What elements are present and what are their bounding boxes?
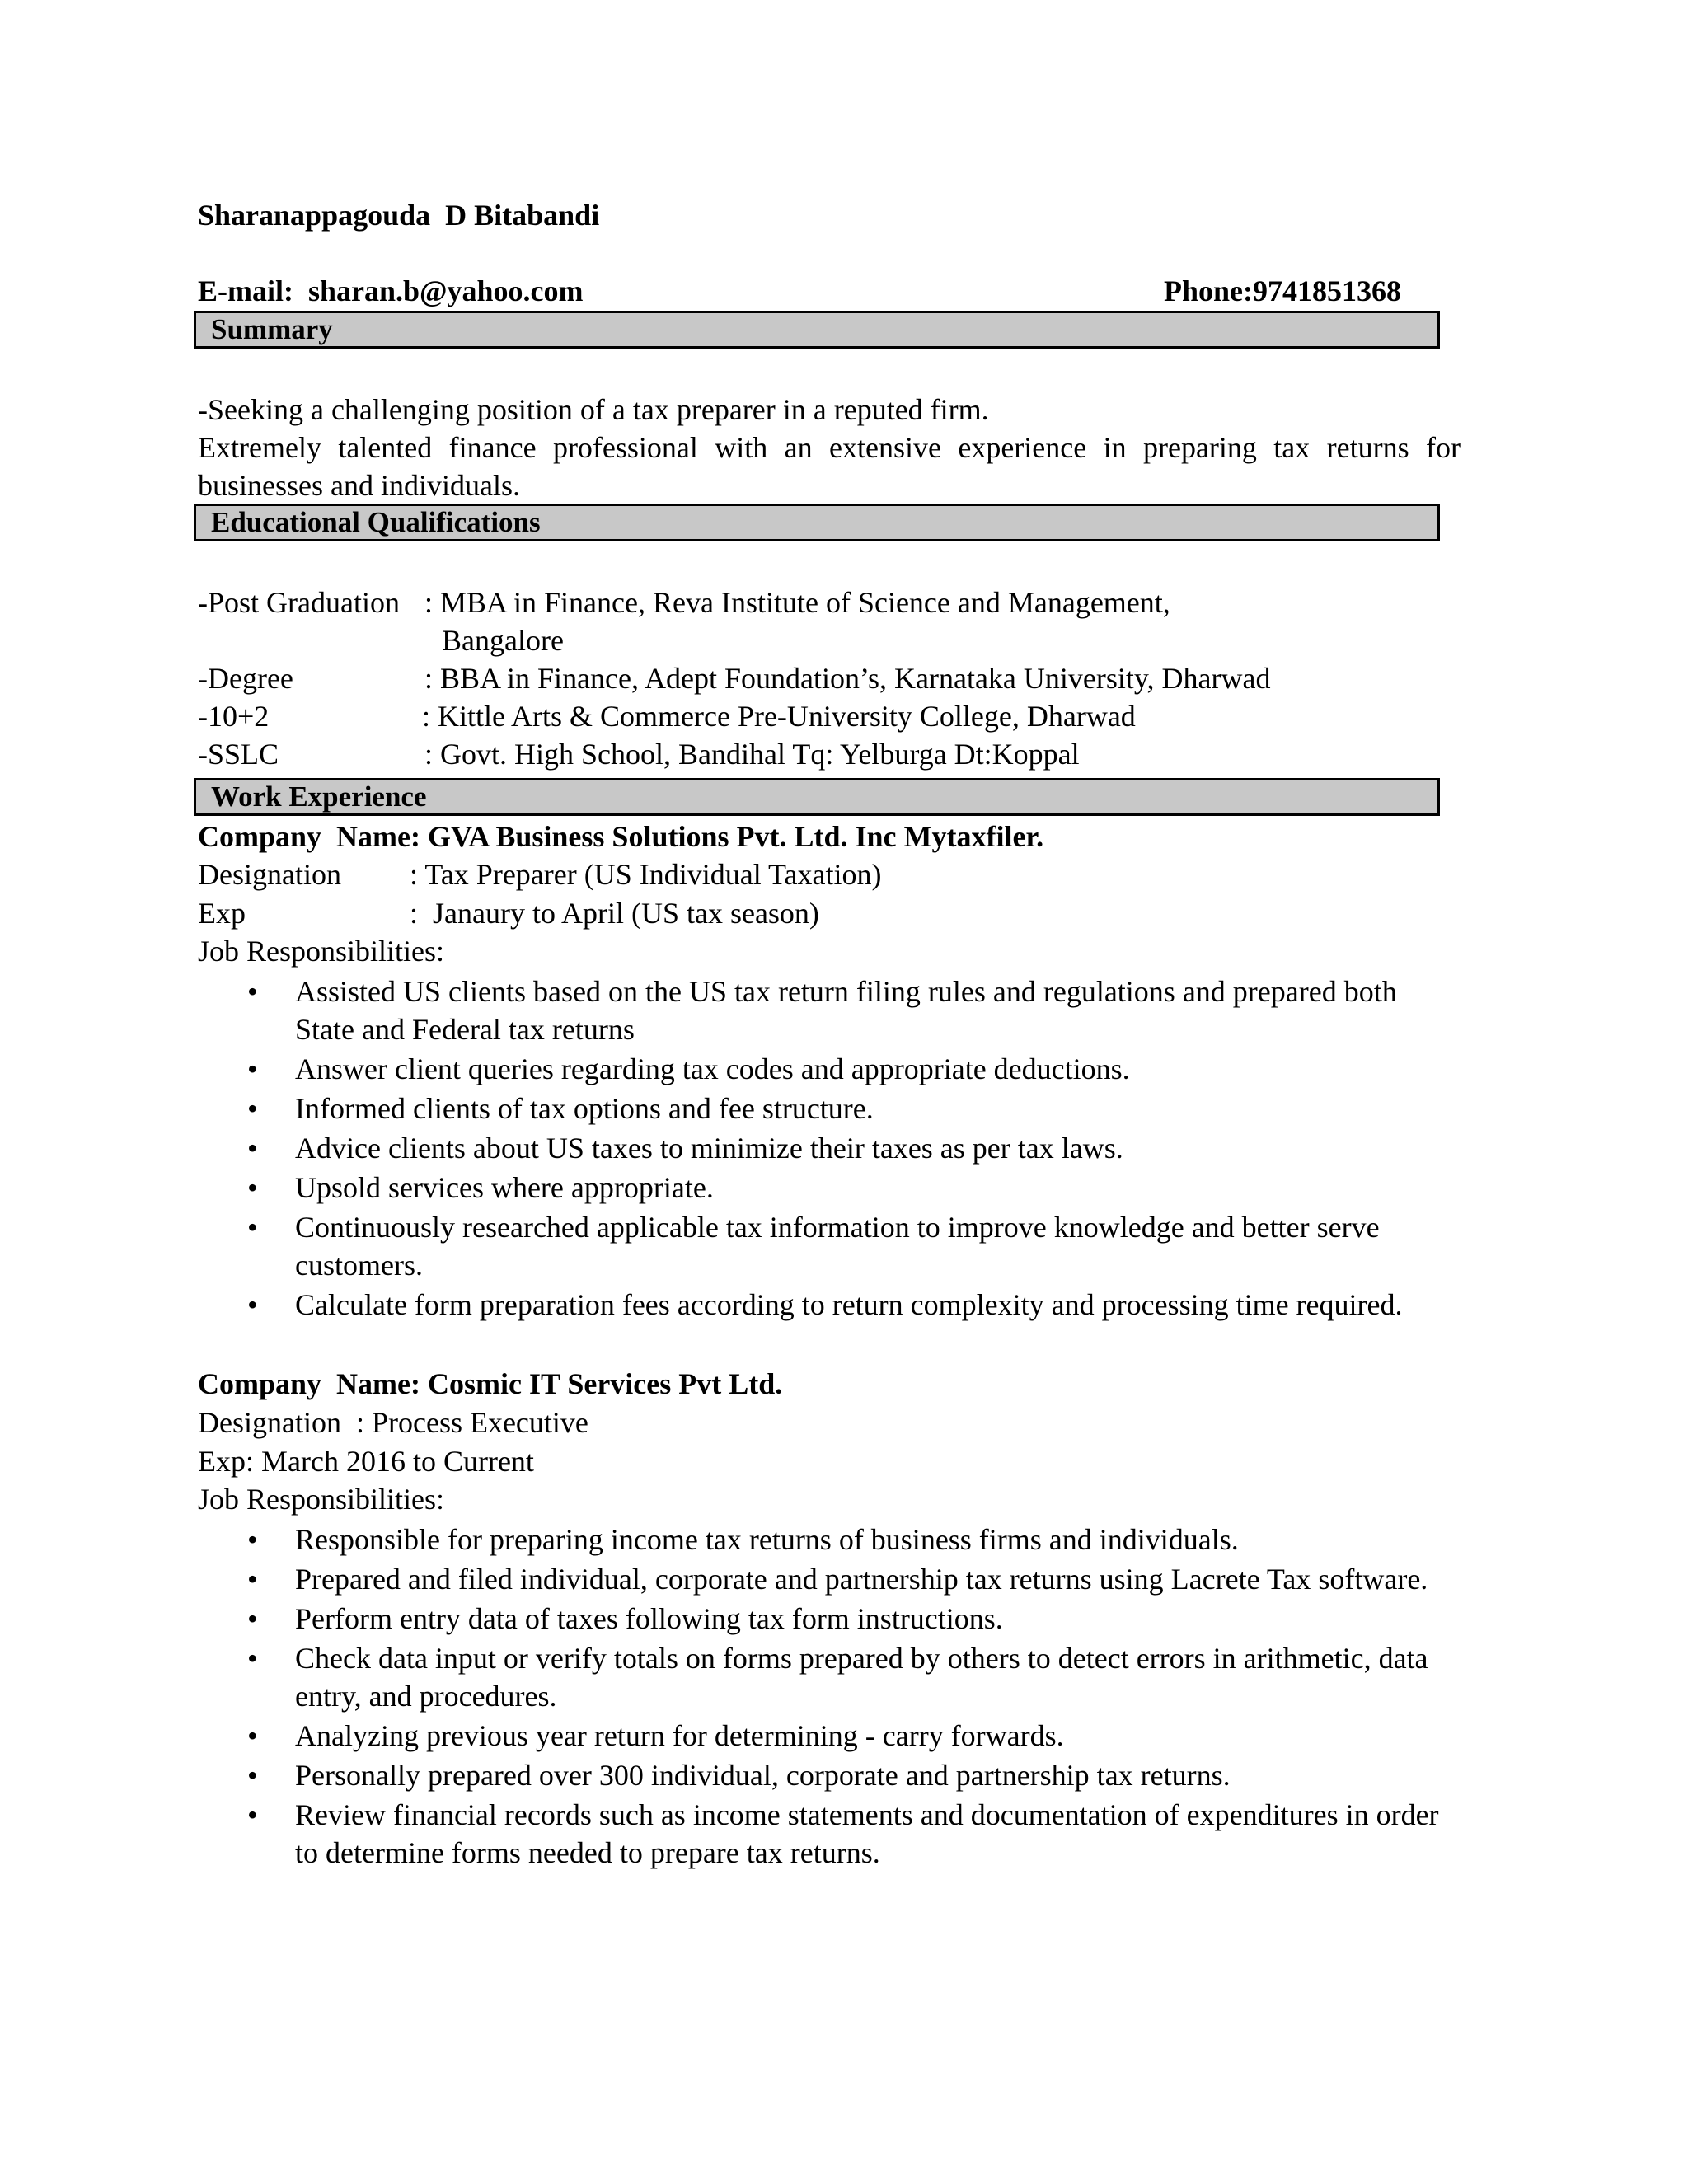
bullet-icon: •: [247, 1563, 258, 1596]
list-item-text: Assisted US clients based on the US tax return filing rules and regulations and prepared both State and Federal tax returns: [295, 975, 1397, 1046]
list-item: [198, 1090, 1451, 1127]
edu-value: : Kittle Arts & Commerce Pre-University College, Dharwad: [422, 700, 1136, 733]
job2-responsibilities-label: Job Responsibilities:: [198, 1483, 445, 1516]
designation-value: : Tax Preparer (US Individual Taxation): [410, 858, 882, 891]
list-item-text: Calculate form preparation fees according to return complexity and processing time required.: [295, 1288, 1403, 1321]
edu-label: -10+2: [198, 700, 270, 733]
list-item: [198, 1521, 1451, 1558]
job1-company: Company Name: GVA Business Solutions Pvt. Ltd. Inc Mytaxfiler.: [198, 820, 1044, 853]
list-item-text: Continuously researched applicable tax information to improve knowledge and better serve customers.: [295, 1211, 1380, 1282]
list-item-text: Answer client queries regarding tax codes and appropriate deductions.: [295, 1052, 1130, 1085]
exp-value: : Janaury to April (US tax season): [410, 897, 819, 930]
job1-responsibilities-label: Job Responsibilities:: [198, 935, 445, 968]
bullet-icon: •: [247, 1523, 258, 1556]
summary-description: Extremely talented finance professional with an extensive experience in preparing tax returns for businesses and individuals.: [198, 431, 1461, 502]
job2-responsibilities-list: [198, 1521, 1451, 1873]
bullet-icon: •: [247, 1092, 258, 1125]
edu-value: : MBA in Finance, Reva Institute of Science and Management,: [424, 586, 1170, 619]
designation-label: Designation: [198, 858, 341, 891]
bullet-icon: •: [247, 1642, 258, 1675]
phone-text: Phone:9741851368: [1164, 274, 1401, 307]
bullet-icon: •: [247, 1171, 258, 1204]
bullet-icon: •: [247, 1211, 258, 1244]
edu-value: : BBA in Finance, Adept Foundation’s, Karnataka University, Dharwad: [424, 662, 1271, 695]
bullet-icon: •: [247, 975, 258, 1008]
list-item: [198, 1756, 1451, 1794]
work-heading: Work Experience: [194, 778, 1440, 816]
bullet-icon: •: [247, 1602, 258, 1635]
list-item-text: Advice clients about US taxes to minimize their taxes as per tax laws.: [295, 1132, 1123, 1165]
list-item: [198, 1050, 1451, 1088]
list-item: [198, 1717, 1451, 1755]
list-item-text: Perform entry data of taxes following tax form instructions.: [295, 1602, 1003, 1635]
list-item: [198, 1286, 1451, 1324]
summary-objective: -Seeking a challenging position of a tax preparer in a reputed firm.: [198, 393, 989, 426]
exp-label: Exp: [198, 897, 246, 930]
edu-value-continued: Bangalore: [442, 624, 564, 657]
list-item: [198, 1796, 1451, 1872]
list-item: [198, 972, 1451, 1048]
edu-label: -Degree: [198, 662, 293, 695]
list-item-text: Analyzing previous year return for determining - carry forwards.: [295, 1719, 1064, 1752]
education-heading: Educational Qualifications: [194, 504, 1440, 541]
list-item-text: Prepared and filed individual, corporate and partnership tax returns using Lacrete Tax software.: [295, 1563, 1428, 1596]
bullet-icon: •: [247, 1288, 258, 1321]
list-item-text: Review financial records such as income statements and documentation of expenditures in order to determine forms needed to prepare tax returns.: [295, 1798, 1439, 1869]
bullet-icon: •: [247, 1798, 258, 1831]
list-item: [198, 1169, 1451, 1207]
edu-label: -Post Graduation: [198, 586, 400, 619]
job2-company: Company Name: Cosmic IT Services Pvt Ltd.: [198, 1367, 783, 1400]
list-item-text: Informed clients of tax options and fee structure.: [295, 1092, 874, 1125]
list-item: [198, 1600, 1451, 1638]
job2-exp: Exp: March 2016 to Current: [198, 1445, 534, 1478]
edu-value: : Govt. High School, Bandihal Tq: Yelburga Dt:Koppal: [424, 738, 1080, 771]
bullet-icon: •: [247, 1132, 258, 1165]
edu-label: -SSLC: [198, 738, 279, 771]
list-item-text: Responsible for preparing income tax returns of business firms and individuals.: [295, 1523, 1239, 1556]
list-item: [198, 1129, 1451, 1167]
list-item: [198, 1639, 1451, 1715]
list-item-text: Upsold services where appropriate.: [295, 1171, 714, 1204]
job1-responsibilities-list: [198, 972, 1451, 1325]
list-item-text: Personally prepared over 300 individual, corporate and partnership tax returns.: [295, 1759, 1231, 1792]
bullet-icon: •: [247, 1719, 258, 1752]
job2-designation: Designation : Process Executive: [198, 1406, 588, 1439]
list-item: [198, 1208, 1451, 1284]
bullet-icon: •: [247, 1759, 258, 1792]
bullet-icon: •: [247, 1052, 258, 1085]
email-text: E-mail: sharan.b@yahoo.com: [198, 274, 584, 307]
summary-heading: Summary: [194, 311, 1440, 349]
list-item-text: Check data input or verify totals on forms prepared by others to detect errors in arithmetic, data entry, and procedures.: [295, 1642, 1428, 1713]
candidate-name: Sharanappagouda D Bitabandi: [198, 199, 600, 232]
list-item: [198, 1560, 1451, 1598]
